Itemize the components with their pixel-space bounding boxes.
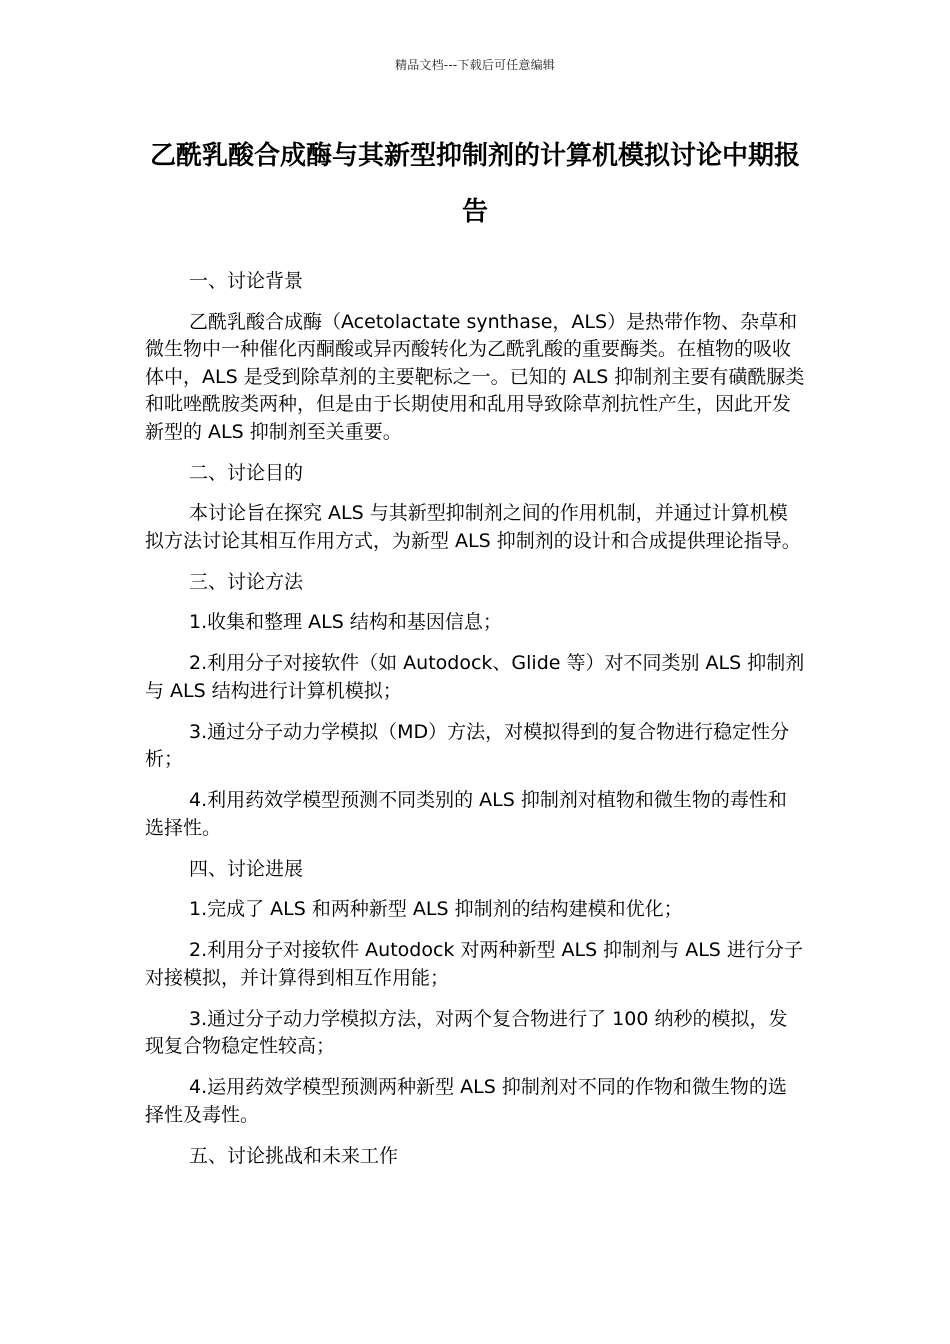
list-item: 2.利用分子对接软件 Autodock 对两种新型 ALS 抑制剂与 ALS 进行分子对接模拟，并计算得到相互作用能； <box>145 939 803 989</box>
list-item: 1.收集和整理 ALS 结构和基因信息； <box>189 611 502 633</box>
body-paragraph: 本讨论旨在探究 ALS 与其新型抑制剂之间的作用机制，并通过计算机模拟方法讨论其相互作用方式，为新型 ALS 抑制剂的设计和合成提供理论指导。 <box>145 502 801 552</box>
header-note: 精品文档---下载后可任意编辑 <box>395 58 555 72</box>
section-heading: 一、讨论背景 <box>189 270 304 292</box>
document-title: 乙酰乳酸合成酶与其新型抑制剂的计算机模拟讨论中期报告 <box>149 141 800 227</box>
list-item: 1.完成了 ALS 和两种新型 ALS 抑制剂的结构建模和优化； <box>189 898 683 920</box>
list-item: 3.通过分子动力学模拟方法，对两个复合物进行了 100 纳秒的模拟，发现复合物稳定性较高； <box>145 1007 788 1057</box>
section-heading: 五、讨论挑战和未来工作 <box>189 1144 399 1167</box>
list-item: 3.通过分子动力学模拟（MD）方法，对模拟得到的复合物进行稳定性分析； <box>145 720 790 770</box>
section-heading: 四、讨论进展 <box>189 857 304 880</box>
list-item: 4.利用药效学模型预测不同类别的 ALS 抑制剂对植物和微生物的毒性和选择性。 <box>145 789 787 839</box>
section-heading: 三、讨论方法 <box>189 570 304 593</box>
body-paragraph: 乙酰乳酸合成酶（Acetolactate synthase，ALS）是热带作物、杂草和微生物中一种催化丙酮酸或异丙酸转化为乙酰乳酸的重要酶类。在植物的吸收体中，ALS 是受到除草剂的主要靶标之一。已知的 ALS 抑制剂主要有磺酰脲类和吡唑酰胺类两种，但是由于长期使用和乱用导致除草剂抗性产生，因此开发新型的 ALS 抑制剂至关重要。 <box>145 310 805 443</box>
document-body <box>145 268 805 1183</box>
list-item: 4.运用药效学模型预测两种新型 ALS 抑制剂对不同的作物和微生物的选择性及毒性。 <box>145 1076 787 1126</box>
section-heading: 二、讨论目的 <box>189 461 304 484</box>
list-item: 2.利用分子对接软件（如 Autodock、Glide 等）对不同类别 ALS 抑制剂与 ALS 结构进行计算机模拟； <box>145 652 805 702</box>
